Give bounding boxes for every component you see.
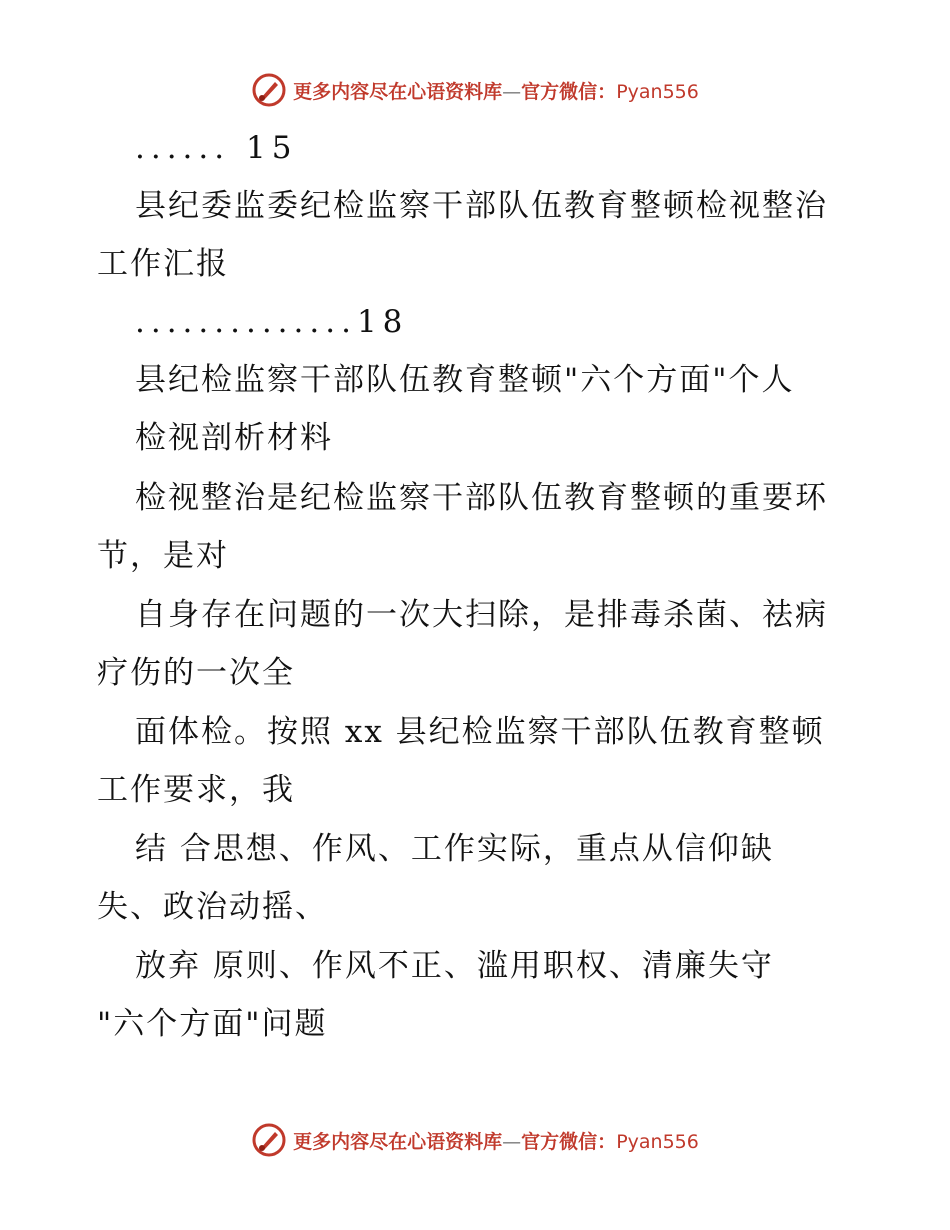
quill-seal-icon — [251, 1122, 287, 1158]
paragraph-line: 结 合思想、作风、工作实际，重点从信仰缺 — [135, 831, 774, 867]
paragraph-line: "六个方面"问题 — [97, 1006, 328, 1042]
banner-text — [293, 1127, 699, 1154]
paragraph-line: 放弃 原则、作风不正、滥用职权、清廉失守 — [135, 948, 774, 984]
banner-wechat-label: 官方微信： — [521, 80, 617, 103]
banner-wechat-id: Pyan556 — [616, 80, 699, 103]
paragraph-line: 失、政治动摇、 — [97, 889, 328, 925]
paragraph-line: 检视整治是纪检监察干部队伍教育整顿的重要环 — [135, 480, 828, 516]
banner-main-text: 更多内容尽在心语资料库 — [293, 1130, 503, 1153]
section-title: 县纪检监察干部队伍教育整顿"六个方面"个人 — [135, 362, 795, 398]
section-title-cont: 检视剖析材料 — [135, 420, 333, 456]
header-banner — [0, 72, 950, 108]
toc-entry-title-cont: 工作汇报 — [97, 246, 229, 282]
toc-dots-line: ...... 15 — [135, 130, 298, 166]
banner-wechat-label: 官方微信： — [521, 1130, 617, 1153]
banner-main-text: 更多内容尽在心语资料库 — [293, 80, 503, 103]
paragraph-line: 疗伤的一次全 — [97, 655, 295, 691]
paragraph-line: 节，是对 — [97, 538, 229, 574]
toc-dots-line: ..............18 — [135, 304, 409, 340]
paragraph-line: 面体检。按照 xx 县纪检监察干部队伍教育整顿 — [135, 714, 825, 750]
banner-wechat-id: Pyan556 — [616, 1130, 699, 1153]
paragraph-line: 自身存在问题的一次大扫除，是排毒杀菌、祛病 — [135, 597, 828, 633]
toc-entry-title: 县纪委监委纪检监察干部队伍教育整顿检视整治 — [135, 188, 828, 224]
banner-separator: — — [502, 80, 522, 103]
footer-banner — [0, 1122, 950, 1158]
banner-separator: — — [502, 1130, 522, 1153]
paragraph-line: 工作要求，我 — [97, 772, 295, 808]
banner-text — [293, 77, 699, 104]
quill-seal-icon — [251, 72, 287, 108]
